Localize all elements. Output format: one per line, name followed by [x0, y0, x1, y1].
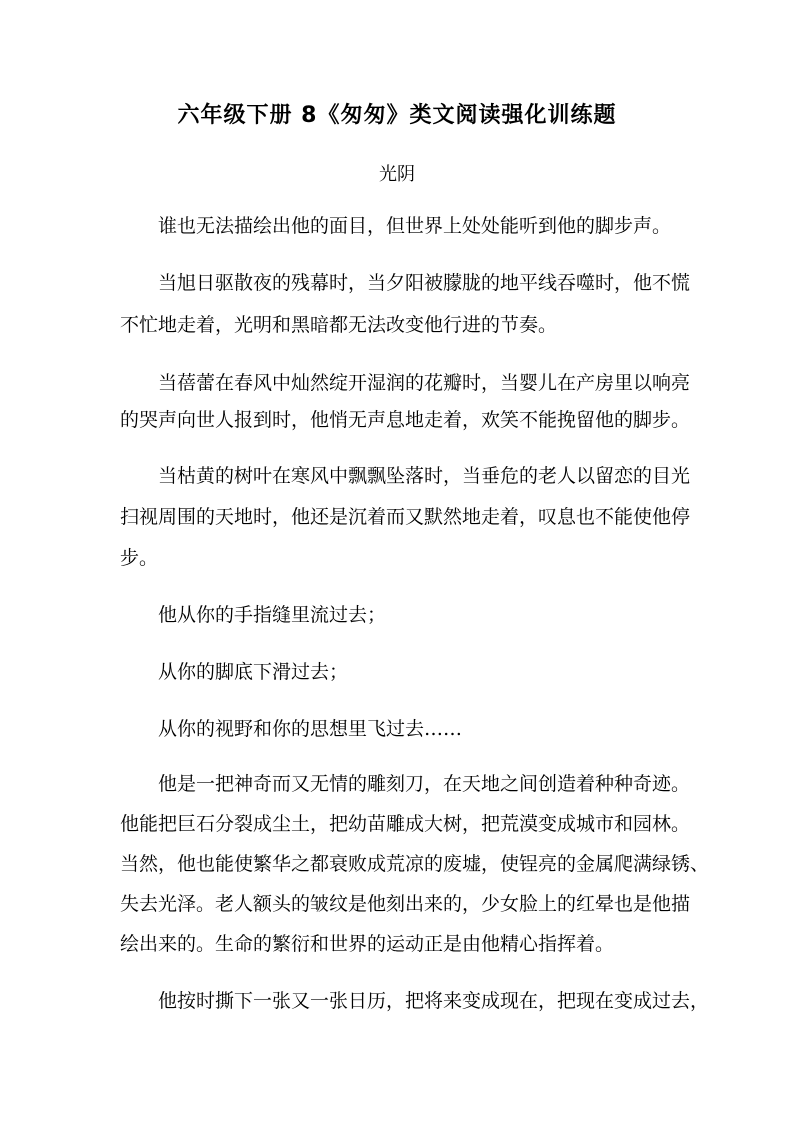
text-line: 失去光泽。老人额头的皱纹是他刻出来的，少女脸上的红晕也是他描: [120, 893, 691, 915]
text-line: 从你的视野和你的思想里飞过去……: [158, 718, 463, 740]
text-line: 扫视周围的天地时，他还是沉着而又默然地走着，叹息也不能使他停: [120, 506, 691, 528]
text-line: 绘出来的。生命的繁衍和世界的运动正是由他精心指挥着。: [120, 933, 615, 955]
text-line: 当枯黄的树叶在寒风中飘飘坠落时，当垂危的老人以留恋的目光: [158, 465, 691, 487]
text-line: 不忙地走着，光明和黑暗都无法改变他行进的节奏。: [120, 314, 558, 336]
text-line: 步。: [120, 547, 159, 569]
text-line: 当旭日驱散夜的残幕时，当夕阳被朦胧的地平线吞噬时，他不慌: [158, 272, 691, 294]
passage-title: 光阴: [379, 164, 415, 185]
text-line: 从你的脚底下滑过去；: [158, 661, 349, 683]
text-line: 谁也无法描绘出他的面目，但世界上处处能听到他的脚步声。: [158, 215, 672, 237]
text-line: 他从你的手指缝里流过去；: [158, 604, 387, 626]
text-line: 当然，他也能使繁华之都衰败成荒凉的废墟，使锃亮的金属爬满绿锈、: [120, 853, 710, 875]
text-line: 他是一把神奇而又无情的雕刻刀，在天地之间创造着种种奇迹。: [158, 773, 691, 795]
page-title: 六年级下册 8《匆匆》类文阅读强化训练题: [177, 103, 617, 128]
text-line: 当蓓蕾在春风中灿然绽开湿润的花瓣时，当婴儿在产房里以响亮: [158, 372, 691, 394]
text-line: 他能把巨石分裂成尘土，把幼苗雕成大树，把荒漠变成城市和园林。: [120, 813, 691, 835]
text-line: 他按时撕下一张又一张日历，把将来变成现在，把现在变成过去，: [158, 990, 710, 1012]
text-line: 的哭声向世人报到时，他悄无声息地走着，欢笑不能挽留他的脚步。: [120, 409, 691, 431]
